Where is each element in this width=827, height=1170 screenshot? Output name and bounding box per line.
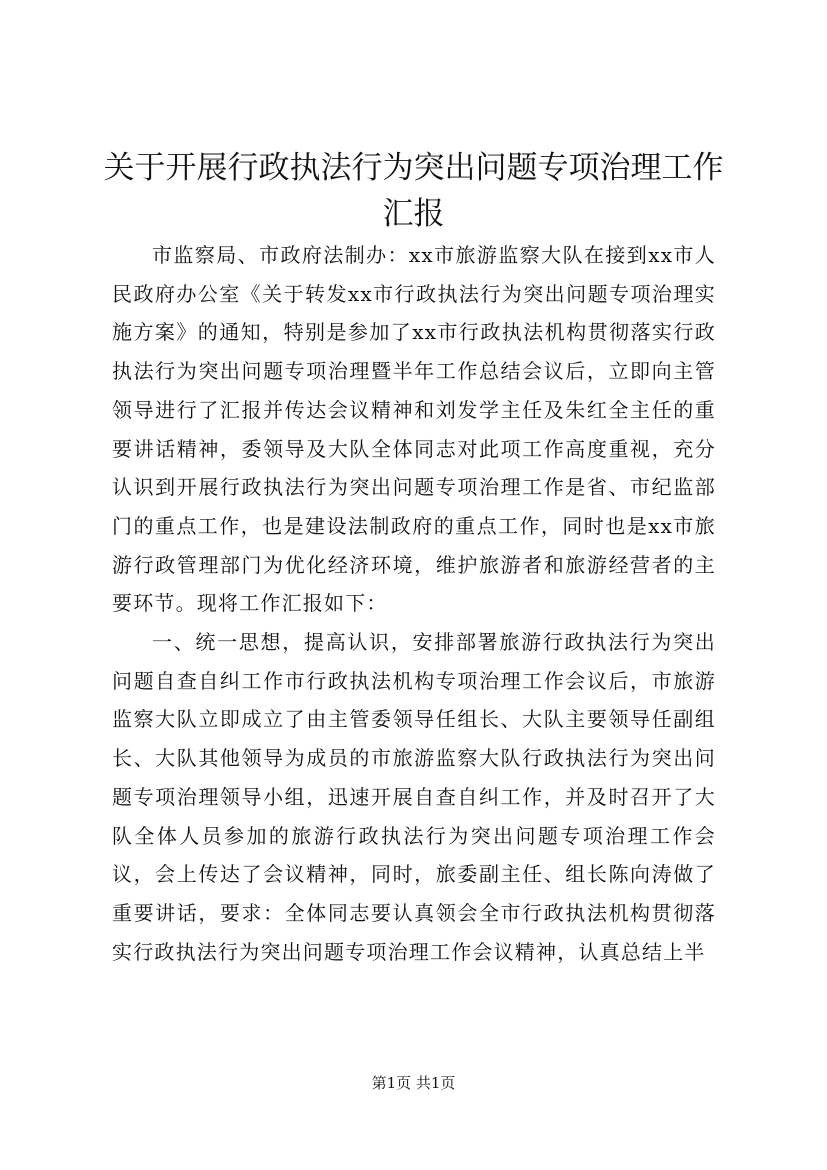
paragraph-section-one: 一、统一思想，提高认识，安排部署旅游行政执法行为突出问题自查自纠工作市行政执法机构专项治理工作会议后，市旅游监察大队立即成立了由主管委领导任组长、大队主要领导任副组长、大队其他领导为成员的市旅游监察大队行政执法行为突出问题专项治理领导小组，迅速开展自查自纠工作，并及时召开了大队全体人员参加的旅游行政执法行为突出问题专项治理工作会议，会上传达了会议精神，同时，旅委副主任、组长陈向涛做了重要讲话，要求：全体同志要认真领会全市行政执法机构贯彻落实行政执法行为突出问题专项治理工作会议精神，认真总结上半 <box>112 630 716 964</box>
page-number-footer: 第1页 共1页 <box>371 1074 456 1092</box>
document-body <box>112 236 716 971</box>
paragraph-salutation-intro: 市监察局、市政府法制办：xx市旅游监察大队在接到xx市人民政府办公室《关于转发xx市行政执法行为突出问题专项治理实施方案》的通知，特别是参加了xx市行政执法机构贯彻落实行政执法行为突出问题专项治理暨半年工作总结会议后，立即向主管领导进行了汇报并传达会议精神和刘发学主任及朱红全主任的重要讲话精神，委领导及大队全体同志对此项工作高度重视，充分认识到开展行政执法行为突出问题专项治理工作是省、市纪监部门的重点工作，也是建设法制政府的重点工作，同时也是xx市旅游行政管理部门为优化经济环境，维护旅游者和旅游经营者的主要环节。现将工作汇报如下： <box>112 243 716 616</box>
document-title-line-2: 汇报 <box>382 196 445 232</box>
document-title-line-1: 关于开展行政执法行为突出问题专项治理工作 <box>103 150 724 186</box>
